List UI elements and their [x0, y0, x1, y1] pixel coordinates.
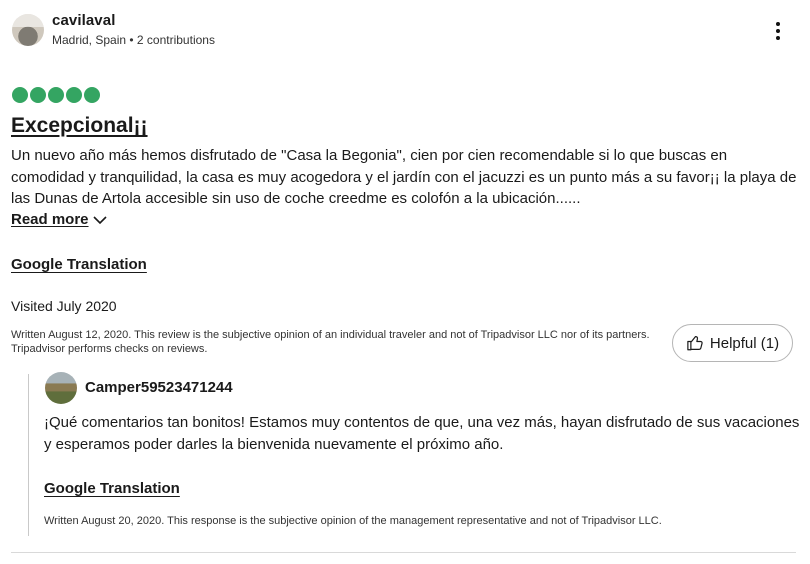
more-dot: [776, 29, 780, 33]
review-title[interactable]: Excepcional¡¡: [11, 114, 148, 137]
rating-bubble: [84, 87, 100, 103]
divider: [11, 552, 796, 553]
helpful-label: Helpful (1): [709, 334, 780, 352]
review-body: Un nuevo año más hemos disfrutado de "Casa la Begonia", cien por cien recomendable si lo que buscas en comodidad y tranquilidad, la casa es muy acogedora y el jardín con el jacuzzi es un punto más a su favor¡¡ la playa de las Dunas de Artola accesible sin uso de coche creedme es colofón a la ubicación......: [11, 147, 797, 207]
read-more-label: Read more: [11, 211, 89, 228]
more-dot: [776, 36, 780, 40]
response-google-translation-link[interactable]: Google Translation: [44, 480, 180, 497]
response-body: ¡Qué comentarios tan bonitos! Estamos muy contentos de que, una vez más, hayan disfrutado de sus vacaciones y esperamos poder darles la bienvenida nuevamente el próximo año.: [44, 414, 800, 453]
response-written-note: Written August 20, 2020. This response is the subjective opinion of the management representative and not of Tripadvisor LLC.: [44, 515, 662, 527]
responder-name: Camper59523471244: [85, 379, 233, 396]
response-indent-bar: [28, 374, 29, 536]
reviewer-avatar[interactable]: [12, 14, 44, 46]
rating-bubble: [66, 87, 82, 103]
visited-date: Visited July 2020: [11, 298, 117, 314]
read-more-button[interactable]: [11, 211, 107, 228]
review-written-note: Written August 12, 2020. This review is the subjective opinion of an individual traveler and not of Tripadvisor LLC nor of its partners. Tripadvisor performs checks on reviews.: [11, 329, 650, 355]
google-translation-link[interactable]: Google Translation: [11, 256, 147, 273]
more-vertical-icon: [776, 22, 780, 26]
chevron-down-icon: [93, 216, 107, 225]
responder-avatar[interactable]: [45, 372, 77, 404]
reviewer-name[interactable]: cavilaval: [52, 12, 116, 29]
rating-bubble: [48, 87, 64, 103]
thumbs-up-icon: [686, 334, 704, 352]
helpful-button[interactable]: [672, 324, 793, 362]
rating-bubbles: [12, 87, 100, 103]
rating-bubble: [30, 87, 46, 103]
reviewer-meta: Madrid, Spain • 2 contributions: [52, 33, 215, 47]
more-options-button[interactable]: [768, 16, 788, 46]
rating-bubble: [12, 87, 28, 103]
